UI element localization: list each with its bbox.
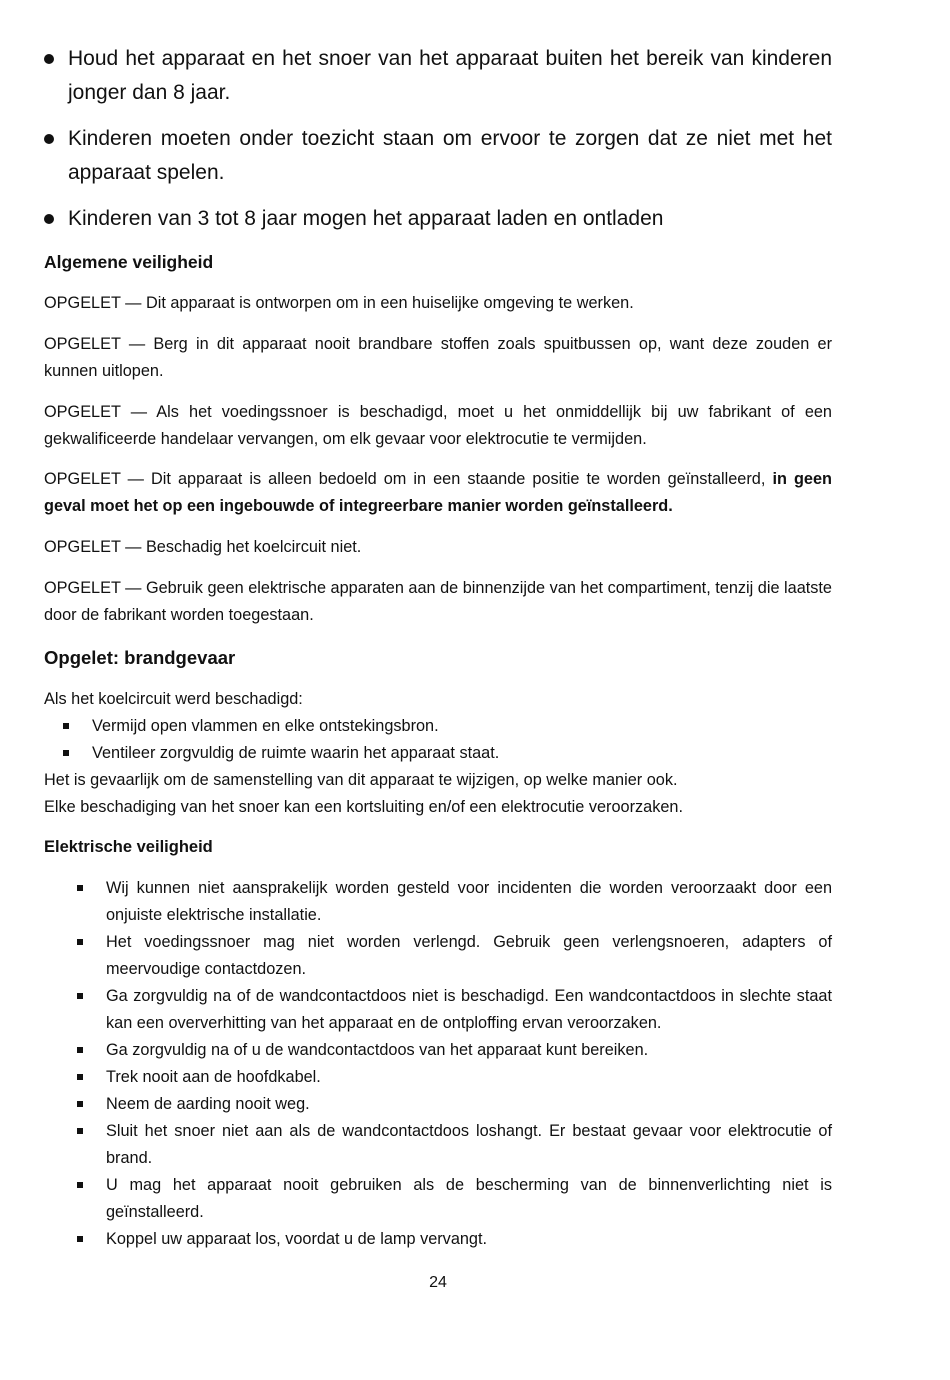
bullet-icon <box>77 993 83 999</box>
bullet-icon <box>77 1047 83 1053</box>
emphasis-text: in geen geval moet het op een ingebouwde of integreerbare manier worden geïnstalleerd. <box>44 470 832 515</box>
page-number: 24 <box>429 1274 447 1291</box>
bullet-icon <box>63 750 69 756</box>
children-safety-list <box>44 42 832 248</box>
fire-note: Elke beschadiging van het snoer kan een kortsluiting en/of een elektrocutie veroorzaken. <box>44 798 683 816</box>
list-item: Neem de aarding nooit weg. <box>106 1091 832 1118</box>
list-item: Ga zorgvuldig na of de wandcontactdoos niet is beschadigd. Een wandcontactdoos in slechte staat kan een oververhitting van het apparaat en de ontploffing ervan veroorzaken. <box>106 983 832 1037</box>
list-item: Wij kunnen niet aansprakelijk worden gesteld voor incidenten die worden veroorzaakt door een onjuiste elektrische installatie. <box>106 875 832 929</box>
fire-hazard-heading: Opgelet: brandgevaar <box>44 647 236 668</box>
warning-paragraph: OPGELET — Als het voedingssnoer is beschadigd, moet u het onmiddellijk bij uw fabrikant of een gekwalificeerde handelaar vervangen, om elk gevaar voor elektrocutie te vermijden. <box>44 403 832 448</box>
list-item: Kinderen van 3 tot 8 jaar mogen het apparaat laden en ontladen <box>44 202 832 236</box>
list-item: Het voedingssnoer mag niet worden verlengd. Gebruik geen verlengsnoeren, adapters of meervoudige contactdozen. <box>106 929 832 983</box>
fire-note: Het is gevaarlijk om de samenstelling van dit apparaat te wijzigen, op welke manier ook. <box>44 771 678 789</box>
list-item: Trek nooit aan de hoofdkabel. <box>106 1064 832 1091</box>
list-item: Houd het apparaat en het snoer van het apparaat buiten het bereik van kinderen jonger dan 8 jaar. <box>44 42 832 110</box>
warning-paragraph: OPGELET — Berg in dit apparaat nooit brandbare stoffen zoals spuitbussen op, want deze zouden er kunnen uitlopen. <box>44 335 832 380</box>
bullet-icon <box>77 939 83 945</box>
bullet-icon <box>77 1182 83 1188</box>
bullet-icon <box>77 885 83 891</box>
bullet-icon <box>77 1236 83 1242</box>
bullet-icon <box>77 1128 83 1134</box>
electrical-safety-heading: Elektrische veiligheid <box>44 838 213 856</box>
warning-paragraph: OPGELET — Gebruik geen elektrische apparaten aan de binnenzijde van het compartiment, tenzij die laatste door de fabrikant worden toegestaan. <box>44 579 832 624</box>
list-item: Kinderen moeten onder toezicht staan om ervoor te zorgen dat ze niet met het apparaat spelen. <box>44 122 832 190</box>
bullet-icon <box>77 1101 83 1107</box>
list-item: U mag het apparaat nooit gebruiken als de bescherming van de binnenverlichting niet is geïnstalleerd. <box>106 1172 832 1226</box>
list-item: Koppel uw apparaat los, voordat u de lamp vervangt. <box>106 1226 832 1253</box>
list-item: Vermijd open vlammen en elke ontstekingsbron. <box>92 713 832 740</box>
warning-paragraph: OPGELET — Beschadig het koelcircuit niet. <box>44 538 362 556</box>
list-item: Ga zorgvuldig na of u de wandcontactdoos van het apparaat kunt bereiken. <box>106 1037 832 1064</box>
warning-paragraph: OPGELET — Dit apparaat is alleen bedoeld om in een staande positie te worden geïnstalleerd, in geen geval moet het op een ingebouwde of integreerbare manier worden geïnstalleerd. <box>44 470 832 515</box>
bullet-icon <box>63 723 69 729</box>
bullet-icon <box>44 54 54 64</box>
list-item: Sluit het snoer niet aan als de wandcontactdoos loshangt. Er bestaat gevaar voor elektrocutie of brand. <box>106 1118 832 1172</box>
bullet-icon <box>44 134 54 144</box>
fire-list <box>92 713 832 767</box>
fire-intro: Als het koelcircuit werd beschadigd: <box>44 690 303 708</box>
list-item: Ventileer zorgvuldig de ruimte waarin het apparaat staat. <box>92 740 832 767</box>
bullet-icon <box>44 214 54 224</box>
general-safety-heading: Algemene veiligheid <box>44 252 214 272</box>
warning-paragraph: OPGELET — Dit apparaat is ontworpen om in een huiselijke omgeving te werken. <box>44 294 634 312</box>
electrical-list <box>106 875 832 1253</box>
bullet-icon <box>77 1074 83 1080</box>
